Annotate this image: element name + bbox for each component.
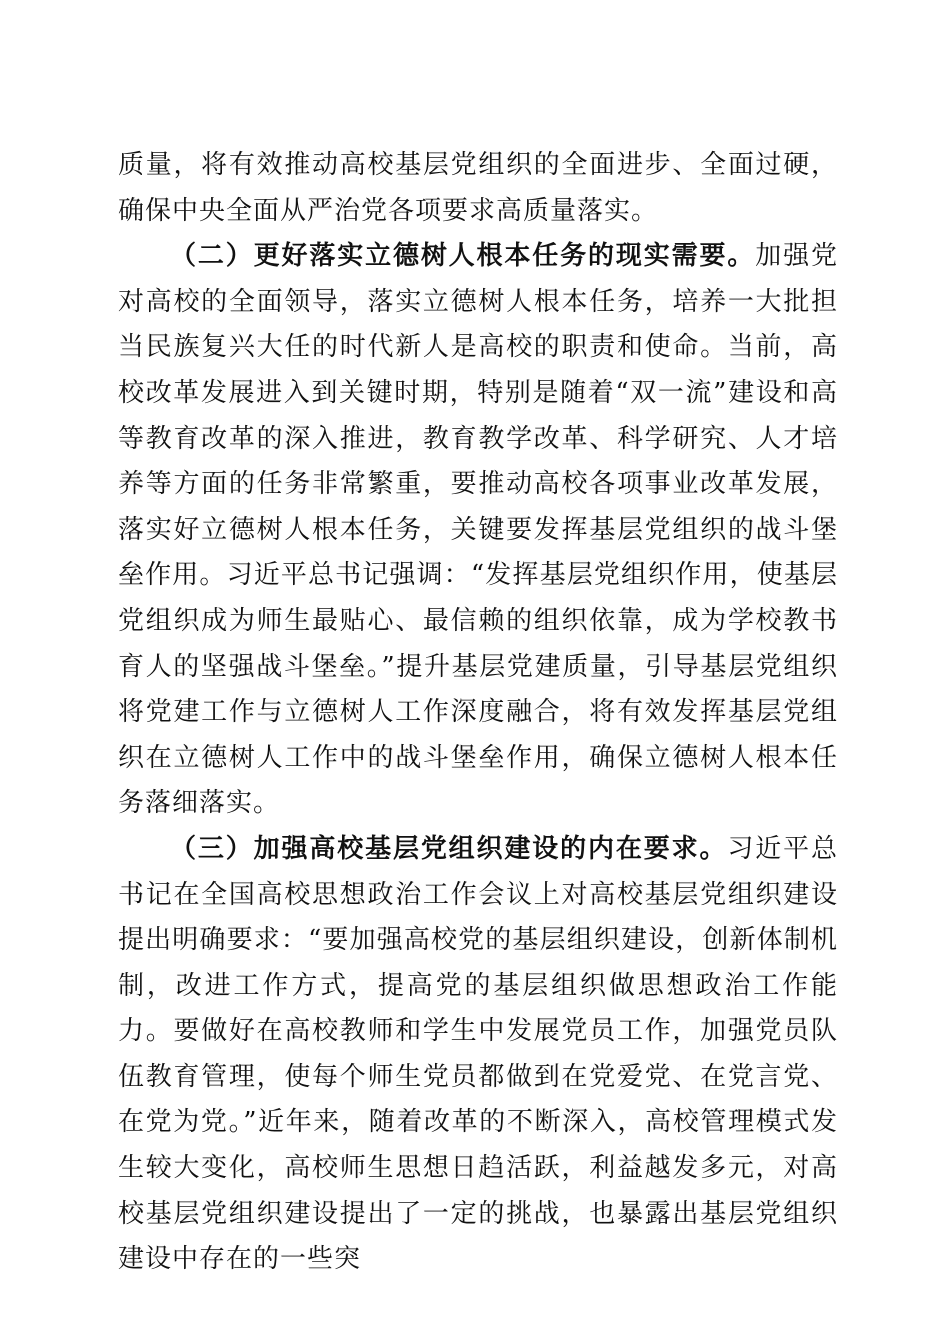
paragraph-section-2 (118, 234, 838, 827)
paragraph-section-3 (118, 827, 838, 1283)
body-text (118, 143, 838, 1283)
paragraph-continuation (118, 143, 838, 234)
paragraph-body: 质量，将有效推动高校基层党组织的全面进步、全面过硬，确保中央全面从严治党各项要求高质量落实。 (118, 150, 838, 226)
section-heading: （三）加强高校基层党组织建设的内在要求。 (170, 833, 728, 864)
section-heading: （二）更好落实立德树人根本任务的现实需要。 (170, 241, 756, 272)
paragraph-body: 习近平总书记在全国高校思想政治工作会议上对高校基层党组织建设提出明确要求：“要加强高校党的基层组织建设，创新体制机制，改进工作方式，提高党的基层组织做思想政治工作能力。要做好在高校教师和学生中发展党员工作，加强党员队伍教育管理，使每个师生党员都做到在党爱党、在党言党、在党为党。”近年来，随着改革的不断深入，高校管理模式发生较大变化，高校师生思想日趋活跃，利益越发多元，对高校基层党组织建设提出了一定的挑战，也暴露出基层党组织建设中存在的一些突 (118, 833, 838, 1275)
paragraph-body: 加强党对高校的全面领导，落实立德树人根本任务，培养一大批担当民族复兴大任的时代新人是高校的职责和使命。当前，高校改革发展进入到关键时期，特别是随着“双一流”建设和高等教育改革的深入推进，教育教学改革、科学研究、人才培养等方面的任务非常繁重，要推动高校各项事业改革发展，落实好立德树人根本任务，关键要发挥基层党组织的战斗堡垒作用。习近平总书记强调：“发挥基层党组织作用，使基层党组织成为师生最贴心、最信赖的组织依靠，成为学校教书育人的坚强战斗堡垒。”提升基层党建质量，引导基层党组织将党建工作与立德树人工作深度融合，将有效发挥基层党组织在立德树人工作中的战斗堡垒作用，确保立德树人根本任务落细落实。 (118, 241, 838, 819)
